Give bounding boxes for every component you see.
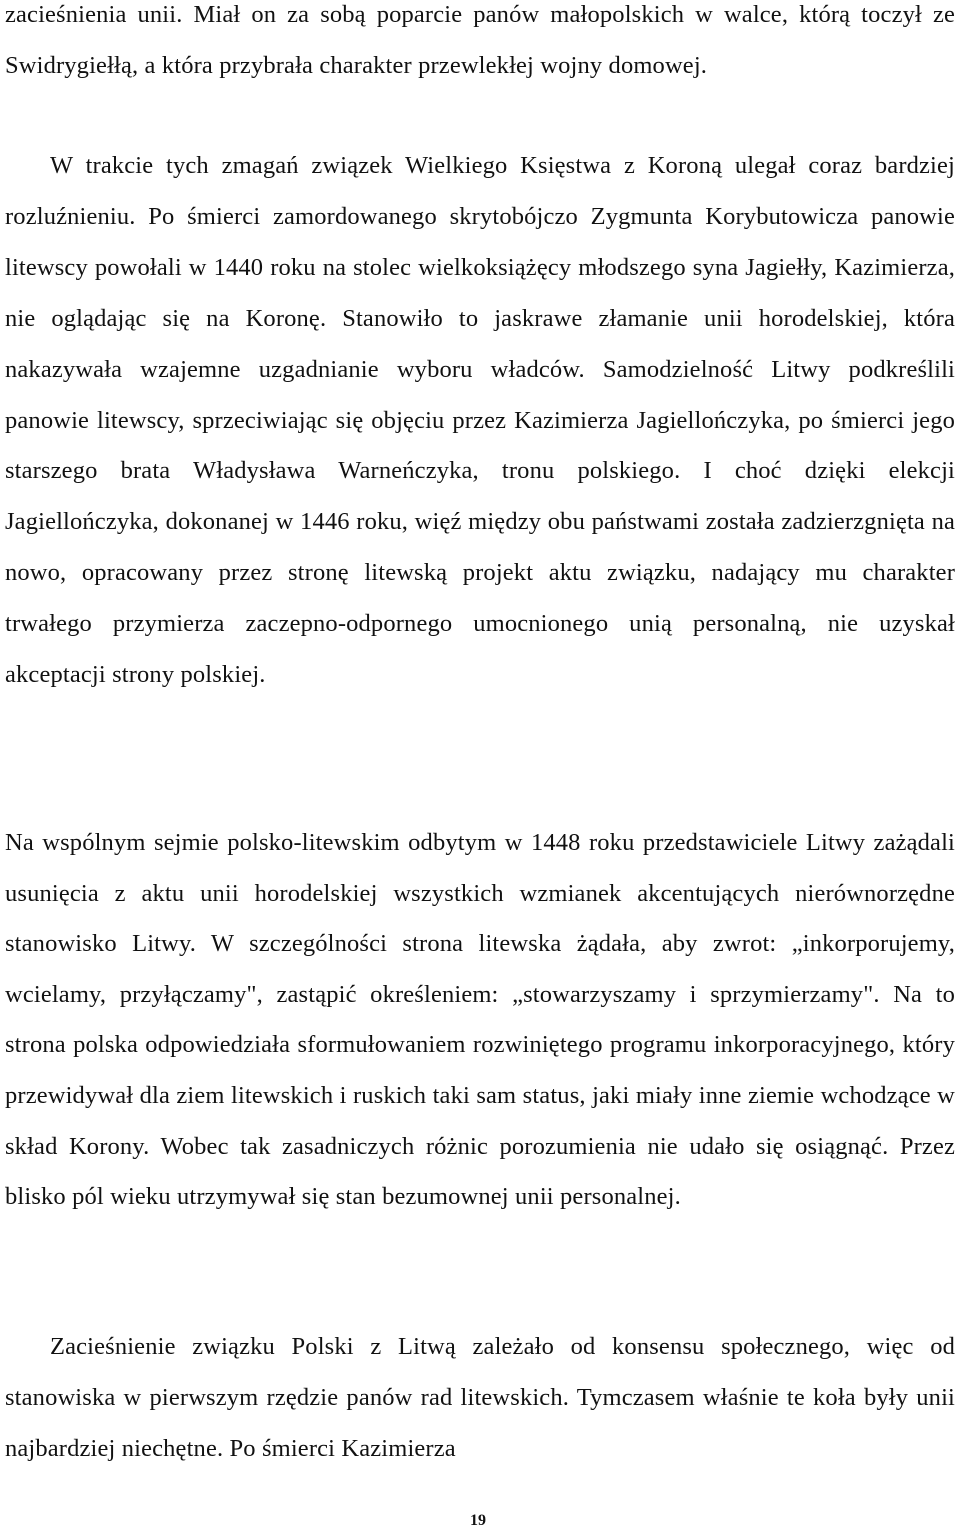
paragraph-lithuania-loosening: W trakcie tych zmagań związek Wielkiego Księstwa z Koroną ulegał coraz bardziej rozluźnieniu. Po śmierci zamordowanego skrytobójczo Zygmunta Korybutowicza panowie litewscy powołali w 1440 roku na stolec wielkoksiążęcy młodszego syna Jagiełły, Kazimierza, nie oglądając się na Koronę. Stanowiło to jaskrawe złamanie unii horodelskiej, która nakazywała wzajemne uzgadnianie wyboru władców. Samodzielność Litwy podkreślili panowie litewscy, sprzeciwiając się objęciu przez Kazimierza Jagiellończyka, po śmierci jego starszego brata Władysława Warneńczyka, tronu polskiego. I choć dzięki elekcji Jagiellończyka, dokonanej w 1446 roku, więź między obu państwami została zadzierzgnięta na nowo, opracowany przez stronę litewską projekt aktu związku, nadający mu charakter trwałego przymierza zaczepno-odpornego umocnionego unią personalną, nie uzyskał akceptacji strony polskiej. xyxy=(5,152,955,689)
paragraph-consensus: Zacieśnienie związku Polski z Litwą zależało od konsensu społecznego, więc od stanowiska w pierwszym rzędzie panów rad litewskich. Tymczasem właśnie te koła były unii najbardziej niechętne. Po śmierci Kazimierza xyxy=(5,1333,955,1462)
paragraph-sejm-1448: Na wspólnym sejmie polsko-litewskim odbytym w 1448 roku przedstawiciele Litwy zażądali usunięcia z aktu unii horodelskiej wszystkich wzmianek akcentujących nierównorzędne stanowisko Litwy. W szczególności strona litewska żądała, aby zwrot: „inkorporujemy, wcielamy, przyłączamy", zastąpić określeniem: „stowarzyszamy i sprzymierzamy". Na to strona polska odpowiedziała sformułowaniem rozwiniętego programu inkorporacyjnego, który przewidywał dla ziem litewskich i ruskich taki sam status, jaki miały inne ziemie wchodzące w skład Korony. Wobec tak zasadniczych różnic porozumienia nie udało się osiągnąć. Przez blisko pól wieku utrzymywał się stan bezumownej unii personalnej. xyxy=(5,829,955,1211)
paragraph-continuation: zacieśnienia unii. Miał on za sobą poparcie panów małopolskich w walce, którą toczył ze Swidrygiełłą, a która przybrała charakter przewlekłej wojny domowej. xyxy=(5,1,955,79)
page-number: 19 xyxy=(470,1512,486,1529)
